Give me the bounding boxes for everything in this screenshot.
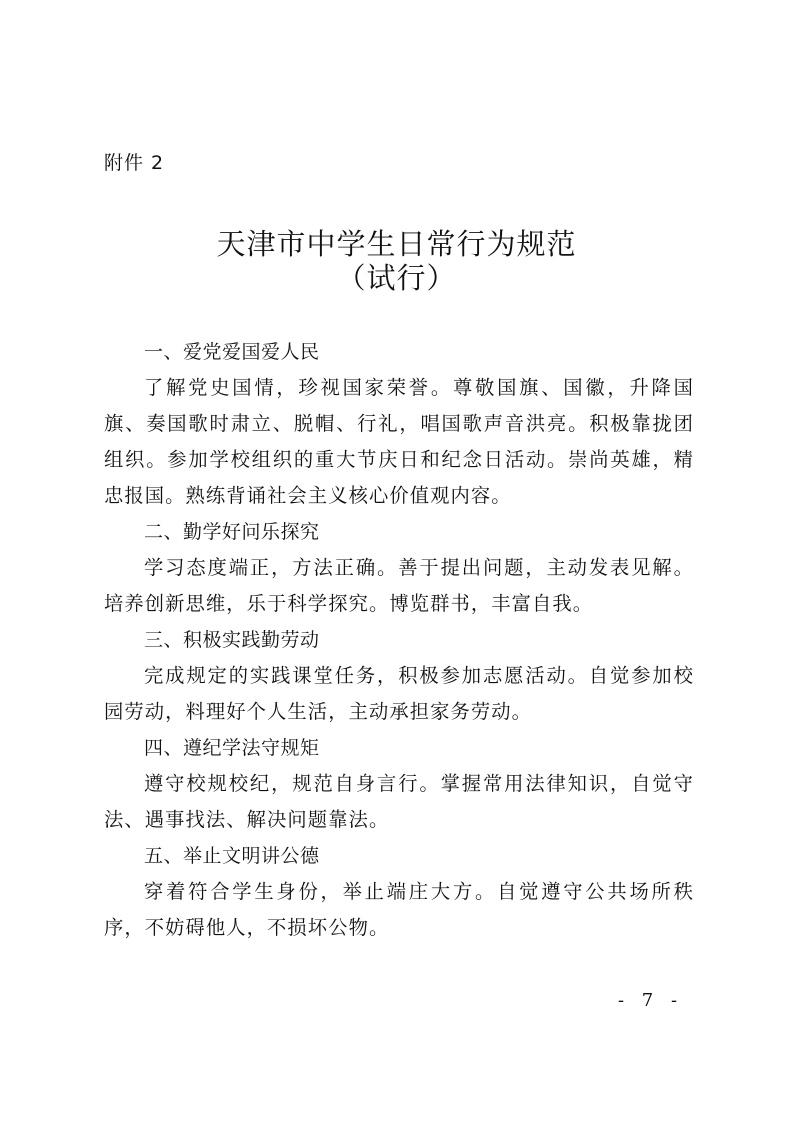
section-heading: 三、积极实践勤劳动: [144, 629, 320, 651]
section-heading: 二、勤学好问乐探究: [144, 521, 320, 543]
section-2: [104, 514, 694, 622]
section-heading: 五、举止文明讲公德: [144, 845, 320, 867]
section-5: [104, 838, 694, 946]
section-paragraph: 穿着符合学生身份，举止端庄大方。自觉遵守公共场所秩序，不妨碍他人，不损坏公物。: [104, 880, 694, 939]
section-1: [104, 334, 694, 514]
section-3: [104, 622, 694, 730]
section-4: [104, 730, 694, 838]
section-paragraph: 完成规定的实践课堂任务，积极参加志愿活动。自觉参加校园劳动，料理好个人生活，主动承担家务劳动。: [104, 664, 694, 723]
section-paragraph: 了解党史国情，珍视国家荣誉。尊敬国旗、国徽，升降国旗、奏国歌时肃立、脱帽、行礼，唱国歌声音洪亮。积极靠拢团组织。参加学校组织的重大节庆日和纪念日活动。崇尚英雄，精忠报国。熟练背诵社会主义核心价值观内容。: [104, 376, 694, 507]
document-subtitle: （试行）: [336, 261, 457, 295]
section-paragraph: 学习态度端正，方法正确。善于提出问题，主动发表见解。培养创新思维，乐于科学探究。博览群书，丰富自我。: [104, 556, 694, 615]
section-paragraph: 遵守校规校纪，规范自身言行。掌握常用法律知识，自觉守法、遇事找法、解决问题靠法。: [104, 772, 694, 831]
section-heading: 一、爱党爱国爱人民: [144, 341, 320, 363]
section-heading: 四、遵纪学法守规矩: [144, 737, 320, 759]
document-title: 天津市中学生日常行为规范: [216, 227, 577, 261]
attachment-label: 附件 2: [104, 152, 165, 174]
page-number: - 7 -: [618, 990, 684, 1011]
document-body: [104, 334, 694, 946]
